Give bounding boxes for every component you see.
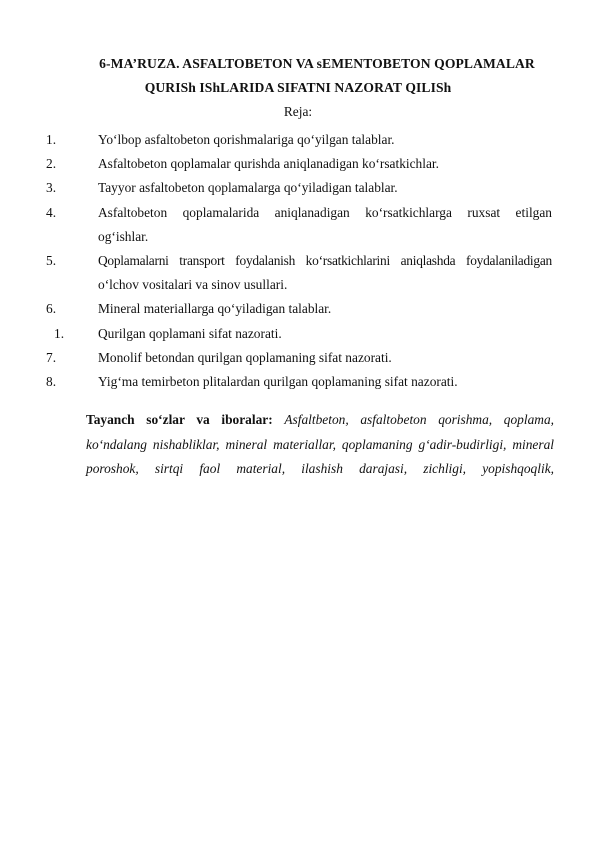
plan-item	[0, 176, 596, 200]
plan-item	[0, 201, 596, 249]
plan-title: Reja:	[283, 104, 313, 119]
plan-item-number: 4.	[46, 204, 57, 220]
plan-item	[0, 249, 596, 297]
plan-item-text: Monolif betondan qurilgan qoplamaning sifat nazorati.	[98, 349, 392, 365]
plan-item-text: Asfaltobeton qoplamalar qurishda aniqlanadigan ko‘rsatkichlar.	[98, 156, 439, 172]
plan-item-text-line: Asfaltobeton qoplamalarida aniqlanadigan ko‘rsatkichlarga ruxsat etilgan	[98, 204, 552, 220]
plan-item	[0, 128, 596, 152]
plan-item-text: Yo‘lbop asfaltobeton qorishmalariga qo‘yilgan talablar.	[98, 132, 395, 147]
plan-item-text: Yig‘ma temirbeton plitalardan qurilgan qoplamaning sifat nazorati.	[98, 374, 458, 390]
plan-item-text: Qurilgan qoplamani sifat nazorati.	[98, 325, 282, 341]
lecture-title-line-2: QURISh IShLARIDA SIFATNI NAZORAT QILISh	[144, 80, 452, 95]
plan-item-text: Mineral materiallarga qo‘yiladigan talablar.	[98, 301, 332, 317]
lecture-title-line-1: 6-MA’RUZA. ASFALTOBETON VA sEMENTOBETON QOPLAMALAR	[99, 56, 535, 71]
plan-item-number: 2.	[46, 156, 57, 172]
keywords-text: Asfaltbeton, asfaltobeton qorishma, qoplama, ko‘ndalang nishabliklar, mineral materiallar, qoplamaning g‘adir-budirligi, mineral poroshok, sirtqi faol material, ilashish darajasi, zichligi, yopishqoqlik,	[86, 412, 554, 477]
plan-item	[0, 322, 596, 346]
plan-item	[0, 370, 596, 394]
keywords-paragraph	[86, 408, 554, 482]
keywords-label: Tayanch so‘zlar va iboralar:	[86, 412, 273, 427]
plan-item-text-line: og‘ishlar.	[98, 228, 149, 244]
plan-item-text	[98, 249, 552, 297]
plan-item	[0, 152, 596, 176]
plan-list	[0, 128, 596, 394]
plan-item-text	[98, 201, 552, 249]
plan-item-number: 1.	[46, 132, 57, 147]
plan-item	[0, 297, 596, 321]
plan-item-number: 3.	[46, 180, 57, 196]
plan-item	[0, 346, 596, 370]
plan-item-number: 1.	[54, 325, 65, 341]
plan-item-text-line: Qoplamalarni transport foydalanish ko‘rsatkichlarini aniqlashda foydalaniladigan	[98, 253, 552, 269]
plan-item-number: 5.	[46, 253, 57, 269]
plan-item-text: Tayyor asfaltobeton qoplamalarga qo‘yiladigan talablar.	[98, 180, 398, 196]
plan-item-number: 6.	[46, 301, 57, 317]
plan-item-text-line: o‘lchov vositalari va sinov usullari.	[98, 277, 288, 293]
plan-item-number: 8.	[46, 374, 57, 390]
plan-item-number: 7.	[46, 349, 57, 365]
